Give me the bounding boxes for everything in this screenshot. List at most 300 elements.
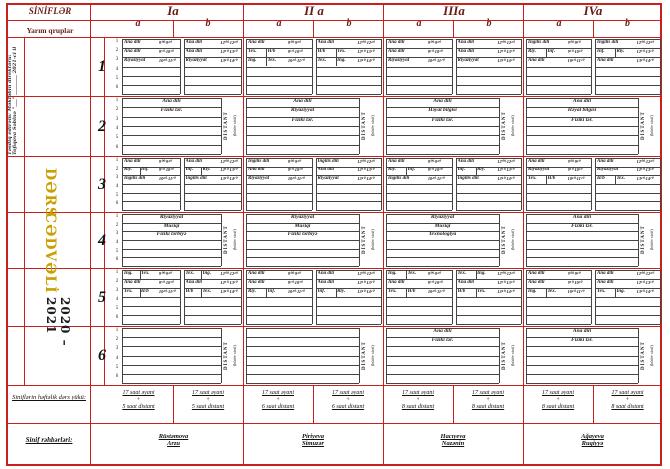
grid-line [201,167,202,176]
lesson-subject: Ingilis dili [528,39,550,45]
lesson-time: 9⁵⁰-10³⁰ [427,167,443,173]
grid-line [122,328,123,383]
lesson-subject: Ing. [124,270,133,276]
period-number: 1 [115,98,119,103]
grid-line [359,98,360,154]
lesson-subject: Ing. [616,288,625,294]
lesson-subject: Ana dili [457,158,475,164]
grid-line [246,346,359,347]
weekly-load-line: + [555,397,561,403]
grid-line [122,328,221,329]
grid-line [316,297,382,298]
period-number: 1 [115,214,119,219]
grid-line [122,297,180,298]
grid-line [386,346,499,347]
grid-line [406,167,407,176]
lesson-time: 12⁵⁰-13³⁰ [636,279,654,285]
grid-line [246,158,247,210]
lesson-subject: Ana dili [124,158,141,164]
class-leader-name [523,433,662,447]
lesson-time: 9⁵⁰-10³⁰ [567,167,582,173]
grid-line [456,39,457,94]
banner-line-1: DƏRS [42,168,58,219]
grid-line [122,193,180,194]
lesson-time: 13⁴⁰-14²⁰ [220,175,237,181]
lesson-subject: Riyaziyyat [528,167,550,173]
lesson-subject: Ing. [388,270,397,276]
grid-line [476,288,477,297]
lesson-subject: Ingilis dili [388,175,410,181]
period-number: 3 [115,57,119,63]
grid-line [246,374,359,375]
grid-line [241,158,242,210]
grid-line [595,158,596,210]
lesson-subject: Riy. [388,167,397,173]
lesson-subject: Ingilis dili [124,175,146,181]
grid-line [546,175,547,184]
grid-line [246,270,247,324]
grid-line [591,270,592,324]
lesson-subject: Tex. [202,288,212,294]
grid-line [246,76,312,77]
grid-line [526,76,591,77]
distant-label: DİSTANT [224,111,229,141]
subgroups-header-label: Yarım qruplar [26,26,74,35]
grid-line [386,315,452,316]
classes-header-label: SİNİFLƏR [28,6,72,16]
lesson-subject: Tex. [457,270,467,276]
lesson-subject: Ana dili [124,48,141,54]
grid-line [595,306,660,307]
approval-line-3: Tofiqova [12,131,19,155]
grid-line [595,39,596,94]
lesson-subject: Ana dili [457,48,475,54]
lesson-subject: H/b [185,288,194,294]
grid-line [595,315,660,316]
period-number: 2 [115,337,119,343]
distant-label: DİSTANT [502,341,507,370]
grid-line [246,94,312,95]
lesson-time: 13⁴⁰-14²⁰ [636,288,654,294]
grid-line [591,39,592,94]
lesson-subject: Inf. [185,167,194,173]
lesson-time: 10⁴⁰-11²⁰ [427,175,445,181]
lesson-subject: Tex. [528,175,537,181]
grid-line [595,201,660,202]
lesson-time: 10⁴⁰-11²⁰ [427,288,445,294]
grid-line [660,39,661,94]
lesson-subject: Riy. [528,48,537,54]
lesson-time: 9⁵⁰-10³⁰ [158,167,174,173]
grid-line [386,184,452,185]
period-number: 5 [115,192,119,198]
grid-line [184,306,242,307]
weekly-load-line: + [625,397,630,403]
distant-subject: Musiqi [294,222,311,229]
lesson-subject: Ana dili [388,48,405,54]
distant-subject: Fiziki tər. [291,116,314,123]
grid-line [336,48,337,57]
weekly-load-cell [173,390,243,411]
grid-line [386,365,499,366]
weekly-load-line: 17 saat əyani [192,390,224,396]
distant-label: DİSTANT [362,111,367,141]
lesson-time: 13⁴⁰-14²⁰ [357,57,374,63]
grid-line [246,201,312,202]
lesson-subject: Ana dili [185,48,203,54]
day-number-1: 1 [98,58,106,75]
lesson-subject: Riy. [337,288,346,294]
grid-line [456,85,522,86]
lesson-subject: Ana dili [317,279,335,285]
weekly-load-line: + [415,397,421,403]
grid-line [316,94,382,95]
lesson-subject: Inf. [141,167,149,173]
grid-line [246,210,312,211]
lesson-time: 10⁴⁰-11²⁰ [158,288,176,294]
lesson-time: 12⁵⁰-13³⁰ [636,167,654,173]
lesson-subject: Riyaziyyat [124,57,146,63]
grid-line [184,210,242,211]
grid-line [456,184,522,185]
lesson-time: 9⁰⁰-9⁴⁰ [158,158,172,164]
grid-line [526,154,638,155]
distant-sub: (bütöv sinif) [649,345,654,366]
lesson-subject: Riyaziyyat [457,57,479,63]
lesson-subject: Ana dili [528,57,545,63]
grid-line [386,249,499,250]
distant-sub: (bütöv sinif) [370,345,375,366]
lesson-time: 9⁵⁰-10³⁰ [158,279,174,285]
grid-line [122,76,180,77]
lesson-subject: H/b [407,288,416,294]
weekly-load-line: 8 saat distant [541,404,575,410]
leader-name-line: Arzu [166,440,180,447]
grid-line [221,98,222,154]
lesson-subject: Riy. [477,167,486,173]
grid-line [122,240,221,241]
lesson-time: 13⁴⁰-14²⁰ [220,288,237,294]
distant-label: DİSTANT [641,111,646,141]
grid-line [386,201,452,202]
grid-line [521,158,522,210]
weekly-load-label: Siniflərin həftəlik dərs yükü: [12,394,86,401]
lesson-time: 13⁴⁰-14²⁰ [357,175,374,181]
lesson-subject: Tex. [547,288,557,294]
lesson-subject: Ana dili [124,39,141,45]
grid-line [122,126,221,127]
grid-line [184,270,185,324]
grid-line [246,306,312,307]
grid-line [386,297,452,298]
grid-line [595,193,660,194]
distant-sub: (bütöv sinif) [232,345,237,366]
lesson-time: 9⁰⁰-9⁴⁰ [567,270,581,276]
grid-line [386,135,499,136]
lesson-subject: Tex. [597,288,606,294]
grid-line [456,201,522,202]
grid-line [526,374,638,375]
grid-line [386,306,452,307]
weekly-load-cell [243,390,313,411]
lesson-time: 9⁵⁰-10³⁰ [427,279,443,285]
grid-line [526,249,638,250]
lesson-time: 13⁴⁰-14²⁰ [497,57,514,63]
lesson-time: 12⁰⁰-12⁴⁰ [357,158,375,164]
lesson-subject: Ana dili [317,167,335,173]
grid-line [122,315,180,316]
weekly-load-line: 17 saat əyani [611,390,644,396]
banner-line-2: CƏDVƏLİ [42,212,58,294]
grid-line [595,270,596,324]
class-leader-name [243,433,383,447]
lesson-time: 10⁴⁰-11²⁰ [287,288,305,294]
lesson-subject: Riy. [616,48,625,54]
grid-line [595,85,660,86]
lesson-subject: Ing. [202,270,212,276]
lesson-time: 10⁴⁰-11²⁰ [427,57,445,63]
grid-line [456,210,522,211]
period-number: 3 [115,175,119,181]
grid-line [122,257,221,258]
distant-subject: Ana dili [433,328,452,334]
grid-line [122,67,180,68]
distant-subject: Fiziki tər. [431,337,454,344]
grid-line [246,193,312,194]
grid-line [122,210,180,211]
grid-line [595,94,660,95]
grid-line [122,383,221,384]
lesson-time: 9⁵⁰-10³⁰ [427,48,443,54]
group-b-iiia: b [486,18,492,29]
grid-line [638,98,639,154]
grid-line [386,39,387,94]
grid-line [499,98,500,154]
grid-line [184,67,242,68]
lesson-time: 12⁵⁰-13³⁰ [357,48,374,54]
timetable-banner [26,162,90,382]
grid-line [526,94,591,95]
lesson-subject: Tex. [616,175,626,181]
lesson-subject: Ana dili [528,270,545,276]
grid-line [456,324,522,325]
grid-line [246,356,359,357]
grid-line [526,193,591,194]
grid-line [246,297,312,298]
grid-line [246,249,359,250]
weekly-load-cell [104,390,173,411]
grid-line [381,39,382,94]
lesson-subject: H/b [457,288,466,294]
distant-sub: (bütöv sinif) [370,115,375,137]
period-number: 5 [115,75,119,81]
lesson-time: 10⁴⁰-11²⁰ [287,175,305,181]
distant-sub: (bütöv sinif) [510,115,515,137]
grid-line [526,315,591,316]
grid-line [122,117,221,118]
grid-line [615,175,616,184]
distant-label: DİSTANT [502,225,507,255]
grid-line [122,324,180,325]
grid-line [386,257,499,258]
leader-name-line: Piriyeva [301,433,325,440]
grid-line [526,184,591,185]
period-number: 6 [115,84,119,90]
grid-line [140,167,141,176]
distant-label: DİSTANT [362,341,367,370]
grid-line [122,337,221,338]
grid-line [316,184,382,185]
period-number: 1 [115,270,119,275]
grid-line [386,356,499,357]
class-header-iiia: IIIa [443,3,465,18]
period-number: 6 [115,144,119,150]
lesson-subject: Ana dili [185,39,203,45]
lesson-time: 13⁴⁰-14²⁰ [636,57,654,63]
distant-subject: Riyaziyyat [290,107,315,114]
distant-sub: (bütöv sinif) [510,345,515,366]
grid-line [526,306,591,307]
period-number: 5 [115,248,119,254]
period-number: 1 [115,328,119,333]
period-number: 3 [115,346,119,352]
grid-line [595,324,660,325]
group-b-ia: b [205,18,211,29]
weekly-load-line: + [136,397,141,403]
lesson-time: 9⁰⁰-9⁴⁰ [427,270,441,276]
day-number-6: 6 [98,347,106,364]
grid-line [660,270,661,324]
leader-name-line: Hacıyeva [440,433,466,440]
grid-line [526,266,638,267]
grid-line [386,383,499,384]
weekly-load-line: 6 saat distant [331,404,365,410]
weekly-load-line: + [345,397,351,403]
leader-name-line: Simuzər [301,440,325,447]
distant-label: DİSTANT [502,111,507,141]
grid-line [406,270,407,279]
lesson-time: 13⁴⁰-14²⁰ [497,175,514,181]
grid-line [184,94,242,95]
grid-line [386,67,452,68]
group-a-iiia: a [416,18,422,29]
grid-line [312,270,313,324]
grid-line [499,214,500,266]
period-number: 2 [115,107,119,113]
grid-line [526,270,527,324]
lesson-subject: Ana dili [457,279,475,285]
grid-line [386,126,499,127]
lesson-time: 12⁵⁰-13³⁰ [220,167,237,173]
distant-subject: Musiqi [163,222,180,229]
grid-line [122,365,221,366]
weekly-load-cell [383,390,453,411]
grid-line [221,328,222,383]
grid-line [122,346,221,347]
period-number: 3 [115,231,119,237]
grid-line [591,158,592,210]
distant-subject: Riyaziyyat [290,214,315,220]
weekly-load-line: + [485,397,491,403]
lesson-subject: Inf. [457,167,466,173]
grid-line [140,270,141,279]
lesson-subject: Tex. [248,48,257,54]
lesson-time: 9⁵⁰-10³⁰ [567,48,582,54]
grid-line [386,154,499,155]
distant-label: DİSTANT [641,225,646,255]
lesson-subject: Inf. [547,48,556,54]
lesson-subject: Ingilis dili [248,158,270,164]
grid-line [386,94,452,95]
period-number: 3 [115,116,119,122]
period-number: 5 [115,364,119,370]
lesson-time: 10⁴⁰-11²⁰ [567,288,584,294]
distant-subject: Ana dili [162,98,181,104]
grid-line [246,85,312,86]
grid-line [316,201,382,202]
period-number: 4 [115,126,119,131]
grid-line [381,158,382,210]
grid-line [526,67,591,68]
distant-sub: (bütöv sinif) [232,115,237,137]
group-a-ia: a [135,18,141,29]
grid-line [316,76,382,77]
lesson-subject: H/b [317,48,326,54]
grid-line [316,39,317,94]
lesson-subject: Ana dili [388,279,405,285]
grid-line [526,201,591,202]
day-number-3: 3 [98,176,106,193]
distant-subject: Texnologiya [428,231,457,238]
lesson-subject: Tex. [317,57,327,63]
lesson-time: 9⁰⁰-9⁴⁰ [158,39,172,45]
grid-line [122,374,221,375]
grid-line [180,39,181,94]
grid-line [246,135,359,136]
grid-line [201,270,202,279]
grid-line [336,57,337,66]
grid-line [312,39,313,94]
grid-line [526,365,638,366]
lesson-subject: Riy. [202,167,211,173]
lesson-time: 12⁰⁰-12⁴⁰ [636,270,654,276]
grid-line [526,257,638,258]
weekly-load-line: 17 saat əyani [402,390,434,396]
leader-name-line: Ruqiyyə [581,440,604,447]
grid-line [184,39,185,94]
grid-line [184,85,242,86]
lesson-subject: H/b [597,175,605,181]
grid-line [184,315,242,316]
lesson-subject: Ana dili [597,57,614,63]
grid-line [312,158,313,210]
period-number: 1 [115,158,119,163]
lesson-time: 12⁰⁰-12⁴⁰ [636,158,654,164]
grid-line [316,270,317,324]
lesson-time: 12⁰⁰-12⁴⁰ [497,158,515,164]
lesson-time: 13⁴⁰-14²⁰ [636,175,654,181]
weekly-load-line: 17 saat əyani [472,390,504,396]
distant-subject: Fiziki tərbiyə [156,231,187,238]
grid-line [406,288,407,297]
lesson-subject: Ana dili [124,279,141,285]
grid-line [456,193,522,194]
distant-subject: Fiziki tər. [571,337,593,344]
grid-line [246,328,359,329]
lesson-subject: Ana dili [388,39,405,45]
lesson-subject: Riyaziyyat [317,175,339,181]
grid-line [180,270,181,324]
